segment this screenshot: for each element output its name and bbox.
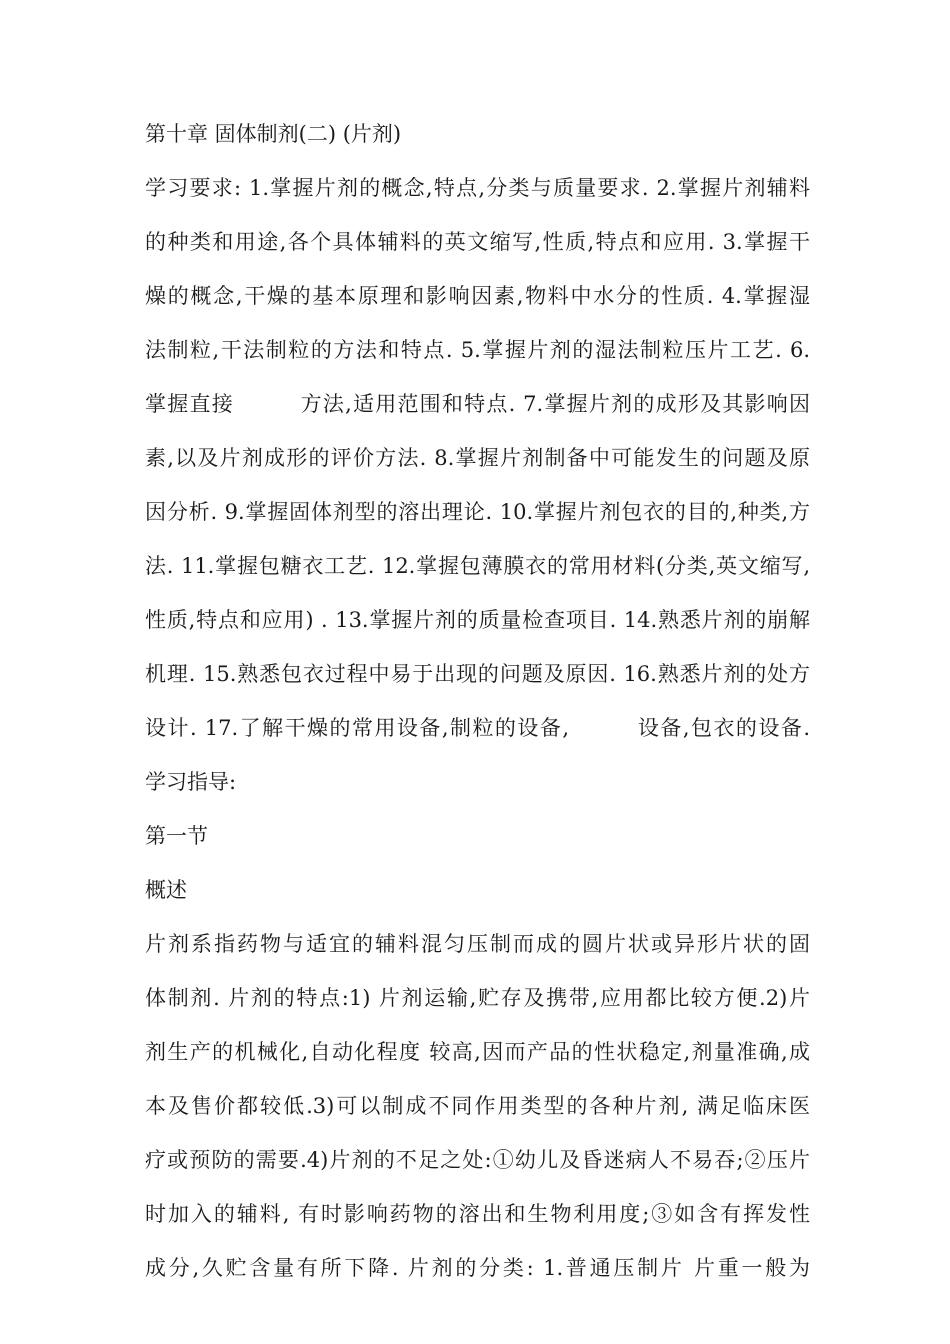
body-line: 机理. 15.熟悉包衣过程中易于出现的问题及原因. 16.熟悉片剂的处方: [145, 662, 810, 686]
body-line: 燥的概念,干燥的基本原理和影响因素,物料中水分的性质. 4.掌握湿: [145, 284, 810, 308]
body-line: 时加入的辅料, 有时影响药物的溶出和生物利用度;③如含有挥发性: [145, 1202, 810, 1226]
body-line: 性质,特点和应用) . 13.掌握片剂的质量检查项目. 14.熟悉片剂的崩解: [145, 608, 810, 632]
body-line: 掌握直接 方法,适用范围和特点. 7.掌握片剂的成形及其影响因: [145, 392, 810, 416]
body-line: 学习要求: 1.掌握片剂的概念,特点,分类与质量要求. 2.掌握片剂辅料: [145, 176, 810, 200]
body-line: 法制粒,干法制粒的方法和特点. 5.掌握片剂的湿法制粒压片工艺. 6.: [145, 338, 810, 362]
body-line: 片剂系指药物与适宜的辅料混匀压制而成的圆片状或异形片状的固: [145, 932, 810, 956]
body-line: 剂生产的机械化,自动化程度 较高,因而产品的性状稳定,剂量准确,成: [145, 1040, 810, 1064]
section-number: 第一节: [145, 824, 208, 848]
body-line: 疗或预防的需要.4)片剂的不足之处:①幼儿及昏迷病人不易吞;②压片: [145, 1148, 810, 1172]
body-line: 本及售价都较低.3)可以制成不同作用类型的各种片剂, 满足临床医: [145, 1094, 810, 1118]
section-heading: 概述: [145, 878, 187, 902]
body-line: 设计. 17.了解干燥的常用设备,制粒的设备, 设备,包衣的设备.: [145, 716, 810, 740]
body-line: 的种类和用途,各个具体辅料的英文缩写,性质,特点和应用. 3.掌握干: [145, 230, 810, 254]
body-line: 体制剂. 片剂的特点:1) 片剂运输,贮存及携带,应用都比较方便.2)片: [145, 986, 810, 1010]
body-line: 成分,久贮含量有所下降. 片剂的分类: 1.普通压制片 片重一般为: [145, 1256, 810, 1280]
body-line: 法. 11.掌握包糖衣工艺. 12.掌握包薄膜衣的常用材料(分类,英文缩写,: [145, 554, 810, 578]
chapter-title: 第十章 固体制剂(二) (片剂): [145, 122, 402, 146]
body-line: 因分析. 9.掌握固体剂型的溶出理论. 10.掌握片剂包衣的目的,种类,方: [145, 500, 810, 524]
body-line: 素,以及片剂成形的评价方法. 8.掌握片剂制备中可能发生的问题及原: [145, 446, 810, 470]
section-label: 学习指导:: [145, 770, 237, 794]
